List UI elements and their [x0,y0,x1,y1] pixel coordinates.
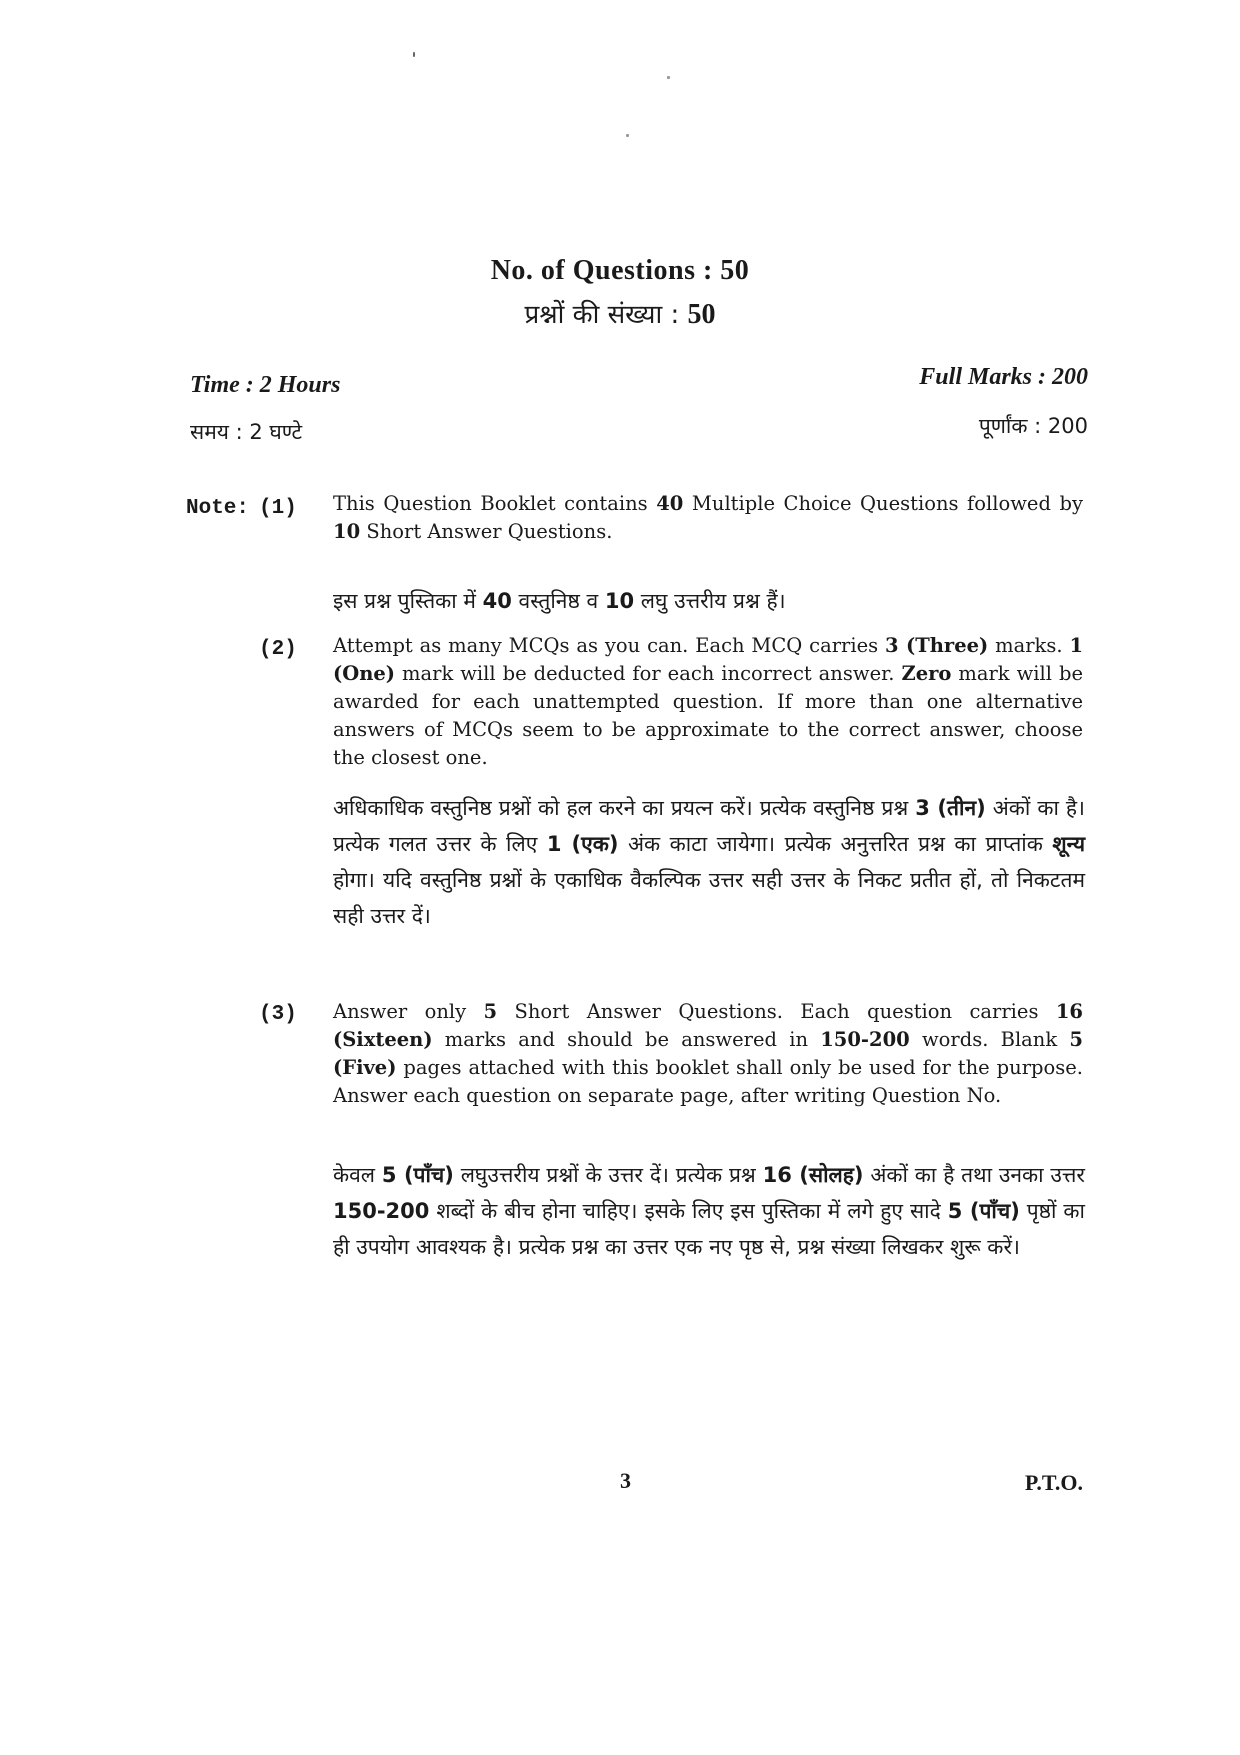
note-number: (3) [259,1003,297,1026]
scan-speck [413,52,415,57]
page-title-hindi [0,295,1240,331]
pto-label: P.T.O. [1024,1470,1083,1495]
scan-speck [667,76,670,79]
full-marks-label: Full Marks : 200 [919,364,1088,390]
scan-speck [626,134,629,137]
note-3-english: Answer only 5 Short Answer Questions. Each question carries 16 (Sixteen) marks and should be answered in 150-200 words. Blank 5 (Five) pages attached with this booklet shall only be used for the purpose. Answer each question on separate page, after writing Question No. [333,1000,1083,1107]
time-label: Time : 2 Hours [190,372,341,398]
title-hindi-label: प्रश्नों की संख्या : [524,300,680,330]
full-marks-label-hindi: पूर्णांक : 200 [978,414,1088,438]
title-hindi-value: 50 [687,299,716,330]
note-1-hindi: इस प्रश्न पुस्तिका में 40 वस्तुनिष्ठ व 10 लघु उत्तरीय प्रश्न हैं। [333,589,786,613]
note-label: Note: [186,497,250,520]
note-number: (2) [259,638,297,661]
page-title: No. of Questions : 50 [490,255,750,286]
note-number: (1) [259,497,297,520]
note-3-hindi: केवल 5 (पाँच) लघुउत्तरीय प्रश्नों के उत्तर दें। प्रत्येक प्रश्न 16 (सोलह) अंकों का है तथा उनका उत्तर 150-200 शब्दों के बीच होना चाहिए। इसके लिए इस पुस्तिका में लगे हुए सादे 5 (पाँच) पृष्ठों का ही उपयोग आवश्यक है। प्रत्येक प्रश्न का उत्तर एक नए पृष्ठ से, प्रश्न संख्या लिखकर शुरू करें। [333,1163,1086,1259]
page-number: 3 [620,1468,631,1493]
note-2-english: Attempt as many MCQs as you can. Each MCQ carries 3 (Three) marks. 1 (One) mark will be deducted for each incorrect answer. Zero mark will be awarded for each unattempted question. If more than one alternative answers of MCQs seem to be approximate to the correct answer, choose the closest one. [333,634,1084,769]
time-label-hindi: समय : 2 घण्टे [190,420,303,444]
note-2-hindi: अधिकाधिक वस्तुनिष्ठ प्रश्नों को हल करने का प्रयत्न करें। प्रत्येक वस्तुनिष्ठ प्रश्न 3 (तीन) अंकों का है। प्रत्येक गलत उत्तर के लिए 1 (एक) अंक काटा जायेगा। प्रत्येक अनुत्तरित प्रश्न का प्राप्तांक शून्य होगा। यदि वस्तुनिष्ठ प्रश्नों के एकाधिक वैकल्पिक उत्तर सही उत्तर के निकट प्रतीत हों, तो निकटतम सही उत्तर दें। [333,796,1086,928]
note-1-english: This Question Booklet contains 40 Multiple Choice Questions followed by 10 Short Answer Questions. [333,492,1083,543]
